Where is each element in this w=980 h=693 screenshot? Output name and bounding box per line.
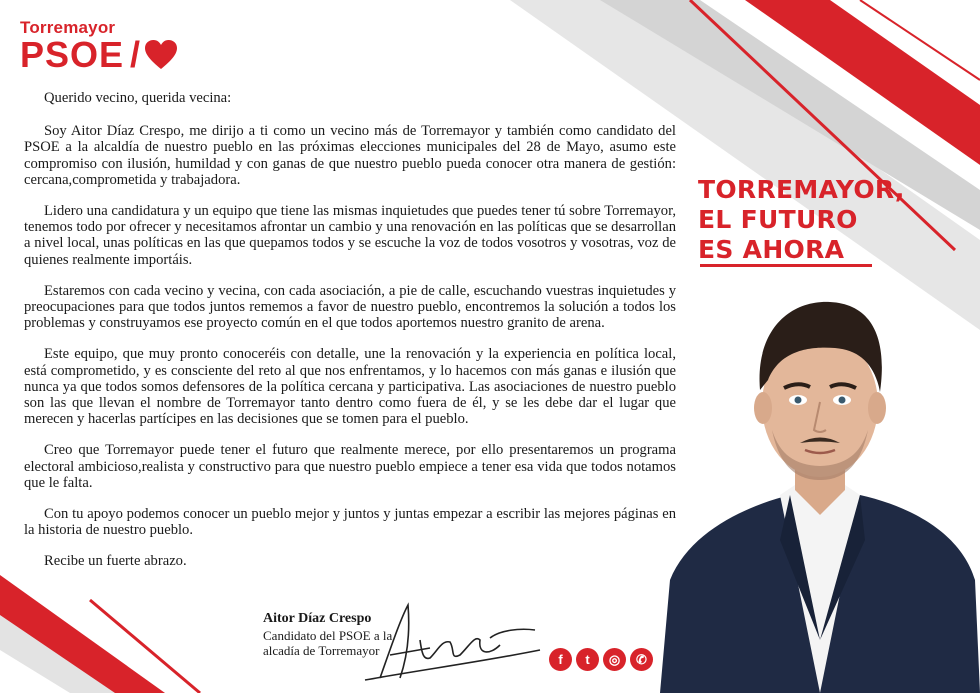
facebook-icon[interactable]: f [549, 648, 572, 671]
letter-greeting: Querido vecino, querida vecina: [44, 90, 232, 106]
instagram-icon[interactable]: ◎ [603, 648, 626, 671]
photo-pupil-left [795, 397, 802, 404]
letter-paragraph: Soy Aitor Díaz Crespo, me dirijo a ti como un vecino más de Torremayor y también como candidato del PSOE a la alcaldía de nuestro pueblo en las próximas elecciones municipales del 28 de Mayo, asumo este compromiso con ilusión, humildad y con ganas de que nuestro pueblo pueda conocer otra manera de gestión: cercana,comprometida y trabajadora. [24, 123, 676, 188]
slogan-line: TORREMAYOR, [698, 175, 905, 204]
psoe-logo [20, 18, 178, 74]
handwritten-signature [360, 600, 545, 685]
letter-paragraph: Lidero una candidatura y un equipo que tiene las mismas inquietudes que puedes tener tú sobre Torremayor, tenemos todo por ofrecer y necesitamos afrontar un cambio y una renovación en las políticas que se desarrollan a nivel local, unas políticas en las que quepamos todos y se escuche la voz de todos vosotros y vosotras, voz de quienes realmente importáis. [24, 203, 676, 268]
letter-paragraph: Con tu apoyo podemos conocer un pueblo mejor y juntos y juntas empezar a escribir las mejores páginas en la historia de nuestro pueblo. [24, 506, 676, 539]
slogan-line: EL FUTURO [698, 205, 858, 234]
letter-closing: Recibe un fuerte abrazo. [44, 553, 187, 570]
heart-icon [144, 39, 178, 71]
logo-town: Torremayor [20, 18, 116, 37]
signature-name: Aitor Díaz Crespo [263, 611, 372, 626]
campaign-slogan [698, 175, 905, 265]
photo-pupil-right [839, 397, 846, 404]
letter-paragraph: Este equipo, que muy pronto conoceréis con detalle, une la renovación y la experiencia en política local, está comprometido, y es consciente del reto al que nos enfrentamos, y lo hacemos con más ganas e ilusión que nunca ya que todos somos defensores de la política cercana y participativa. Las asociaciones de nuestro pueblo son las que llevan el nombre de Torremayor tanto dentro como fuera de él, y se les debe dar el lugar que merecen y hacerlas partícipes en las decisiones que se tomen para el pueblo. [24, 346, 676, 428]
letter-paragraph: Creo que Torremayor puede tener el futuro que realmente merece, por ello presentaremos un programa electoral ambicioso,realista y constructivo para que nuestro pueblo empiece a tener esa vida que todos notamos que le falta. [24, 442, 676, 491]
twitter-icon[interactable]: t [576, 648, 599, 671]
logo-main [20, 36, 178, 74]
social-icons [549, 648, 653, 671]
logo-slash: / [130, 34, 141, 75]
slogan-underline [700, 264, 872, 267]
photo-ear-left [754, 392, 772, 424]
photo-ear-right [868, 392, 886, 424]
whatsapp-icon[interactable]: ✆ [630, 648, 653, 671]
signature-role: Candidato del PSOE a la alcadía de Torremayor [263, 628, 393, 658]
letter-paragraph: Estaremos con cada vecino y vecina, con cada asociación, a pie de calle, escuchando vuestras inquietudes y preocupaciones para que todos juntos rememos a favor de nuestro pueblo, encontremos la solución a todos los problemas y construyamos ese proyecto común en el que todos aportemos nuestro granito de arena. [24, 282, 676, 332]
letter-body [24, 90, 676, 585]
slogan-line: ES AHORA [698, 235, 845, 264]
candidate-photo [660, 280, 980, 693]
logo-party: PSOE [20, 34, 125, 75]
